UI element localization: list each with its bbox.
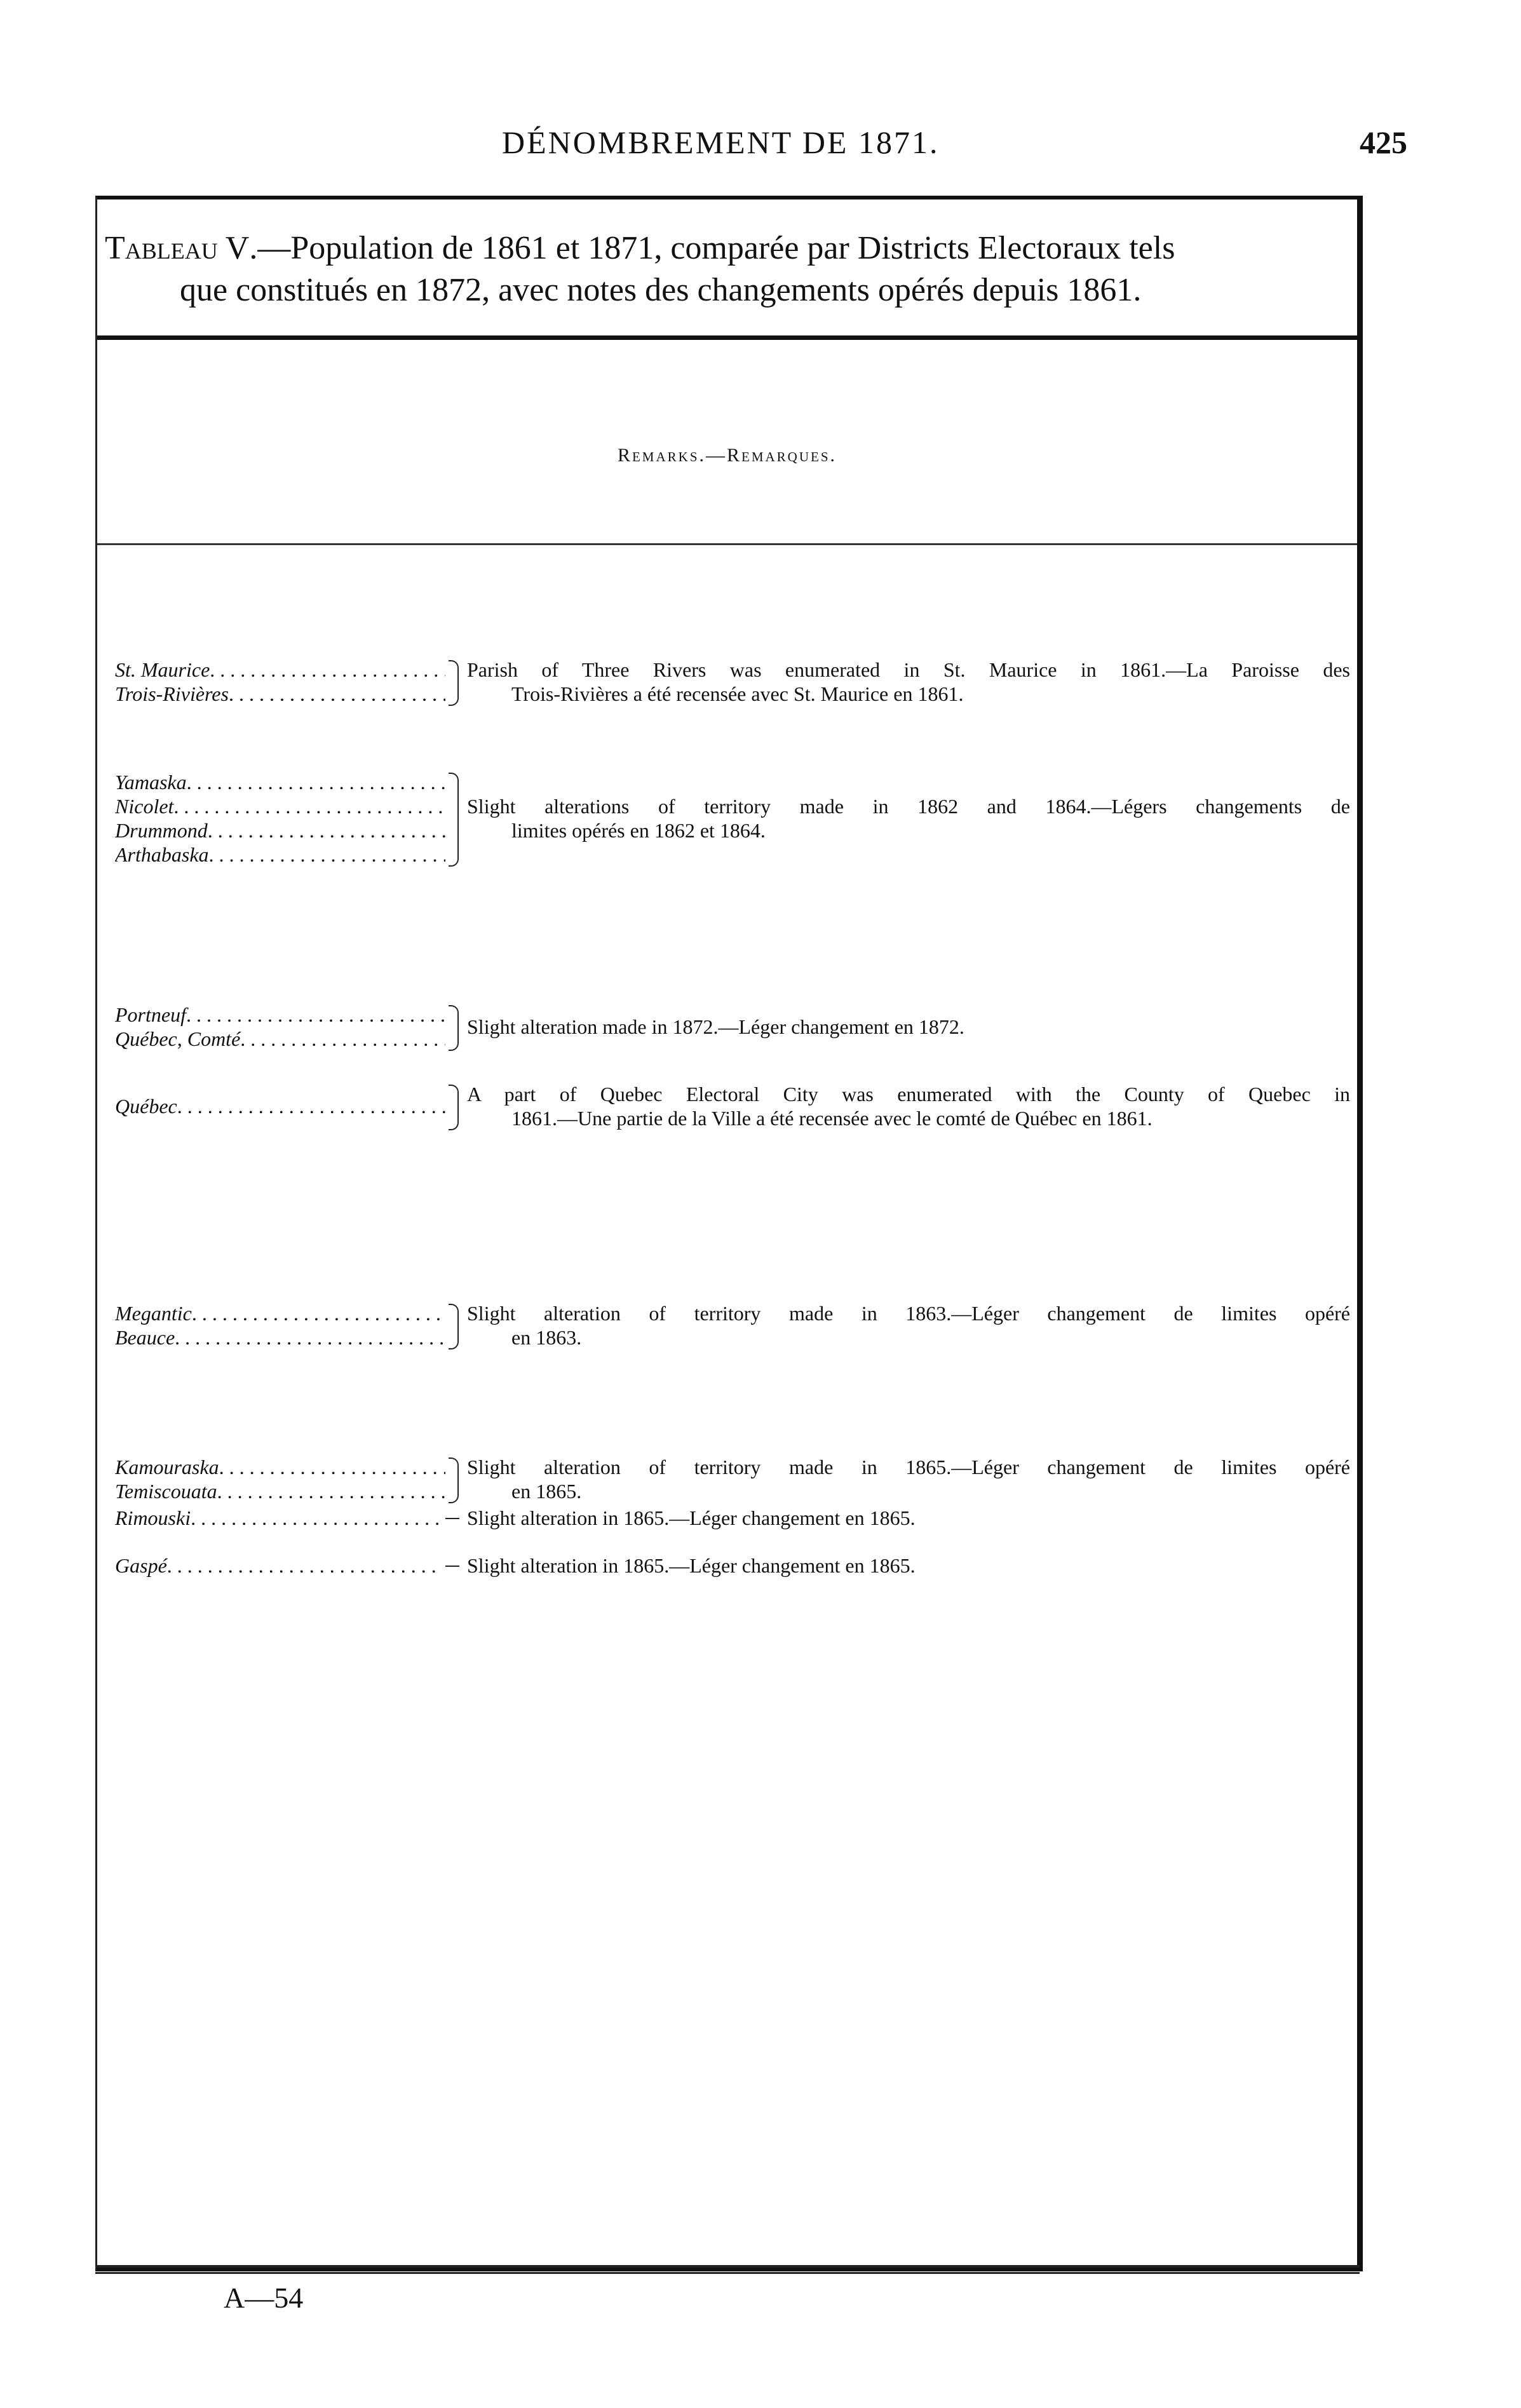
district-name: Québec xyxy=(115,1095,177,1118)
district-names xyxy=(115,1455,445,1503)
remark-text: Slight alteration of territory made in 1865.—Léger changement de limites opéré en 1865. xyxy=(467,1456,1350,1503)
district-name: Rimouski xyxy=(115,1506,191,1529)
remark-text: Slight alteration in 1865.—Léger changement en 1865. xyxy=(467,1506,916,1529)
district-name: Portneuf xyxy=(115,1003,186,1026)
remark-text: Slight alteration made in 1872.—Léger changement en 1872. xyxy=(467,1015,964,1038)
caption-label: Tableau V xyxy=(105,230,250,266)
district-name: Nicolet xyxy=(115,795,174,818)
remark-text: Slight alteration of territory made in 1863.—Léger changement de limites opéré en 1863. xyxy=(467,1302,1350,1349)
brace xyxy=(449,660,459,706)
district-name: Beauce xyxy=(115,1326,175,1349)
caption-line1: .—Population de 1861 et 1871, comparée par Districts Electoraux tels xyxy=(249,230,1175,266)
brace xyxy=(449,773,459,867)
district-names xyxy=(115,1506,442,1530)
district-name: Arthabaska xyxy=(115,843,209,866)
district-name: St. Maurice xyxy=(115,658,210,681)
district-name: Yamaska xyxy=(115,771,187,794)
running-title: DÉNOMBREMENT DE 1871. xyxy=(502,125,940,160)
district-names xyxy=(115,770,445,867)
signature-mark: A—54 xyxy=(224,2282,304,2314)
district-name: Gaspé xyxy=(115,1554,167,1577)
table-caption xyxy=(105,227,1350,311)
page-number: 425 xyxy=(1360,125,1407,160)
district-name: Temiscouata xyxy=(115,1480,217,1503)
remark-text: A part of Quebec Electoral City was enumerated with the County of Quebec in 1861.—Une partie de la Ville a été recensée avec le comté de Québec en 1861. xyxy=(467,1083,1350,1130)
brace xyxy=(449,1005,459,1051)
remark-text: Slight alterations of territory made in 1862 and 1864.—Légers changements de limites opérés en 1862 et 1864. xyxy=(467,795,1350,842)
remarks-heading: Remarks.—Remarques. xyxy=(617,445,837,466)
brace xyxy=(449,1458,459,1503)
footer-rule xyxy=(95,2265,1360,2268)
remarks-rule xyxy=(97,543,1357,545)
brace xyxy=(449,1304,459,1349)
page-header xyxy=(0,124,1521,175)
caption-rule xyxy=(97,335,1357,340)
brace xyxy=(449,1085,459,1130)
district-name: Québec, Comté xyxy=(115,1027,241,1050)
dash xyxy=(445,1566,459,1567)
district-names xyxy=(115,1553,442,1578)
district-names xyxy=(115,658,445,706)
caption-line2: que constitués en 1872, avec notes des changements opérés depuis 1861. xyxy=(180,272,1142,308)
district-name: Megantic xyxy=(115,1302,192,1325)
district-names xyxy=(115,1003,445,1051)
table-frame xyxy=(95,197,1363,2271)
remark-text: Slight alteration in 1865.—Léger changement en 1865. xyxy=(467,1554,916,1577)
district-name: Drummond xyxy=(115,819,208,842)
dash xyxy=(445,1518,459,1519)
remark-text: Parish of Three Rivers was enumerated in St. Maurice in 1861.—La Paroisse des Trois-Rivières a été recensée avec St. Maurice en 1861. xyxy=(467,658,1350,705)
district-name: Trois-Rivières xyxy=(115,682,229,705)
district-names xyxy=(115,1094,445,1118)
district-name: Kamouraska xyxy=(115,1456,219,1478)
footer-rule xyxy=(95,2272,1360,2274)
district-names xyxy=(115,1301,445,1349)
